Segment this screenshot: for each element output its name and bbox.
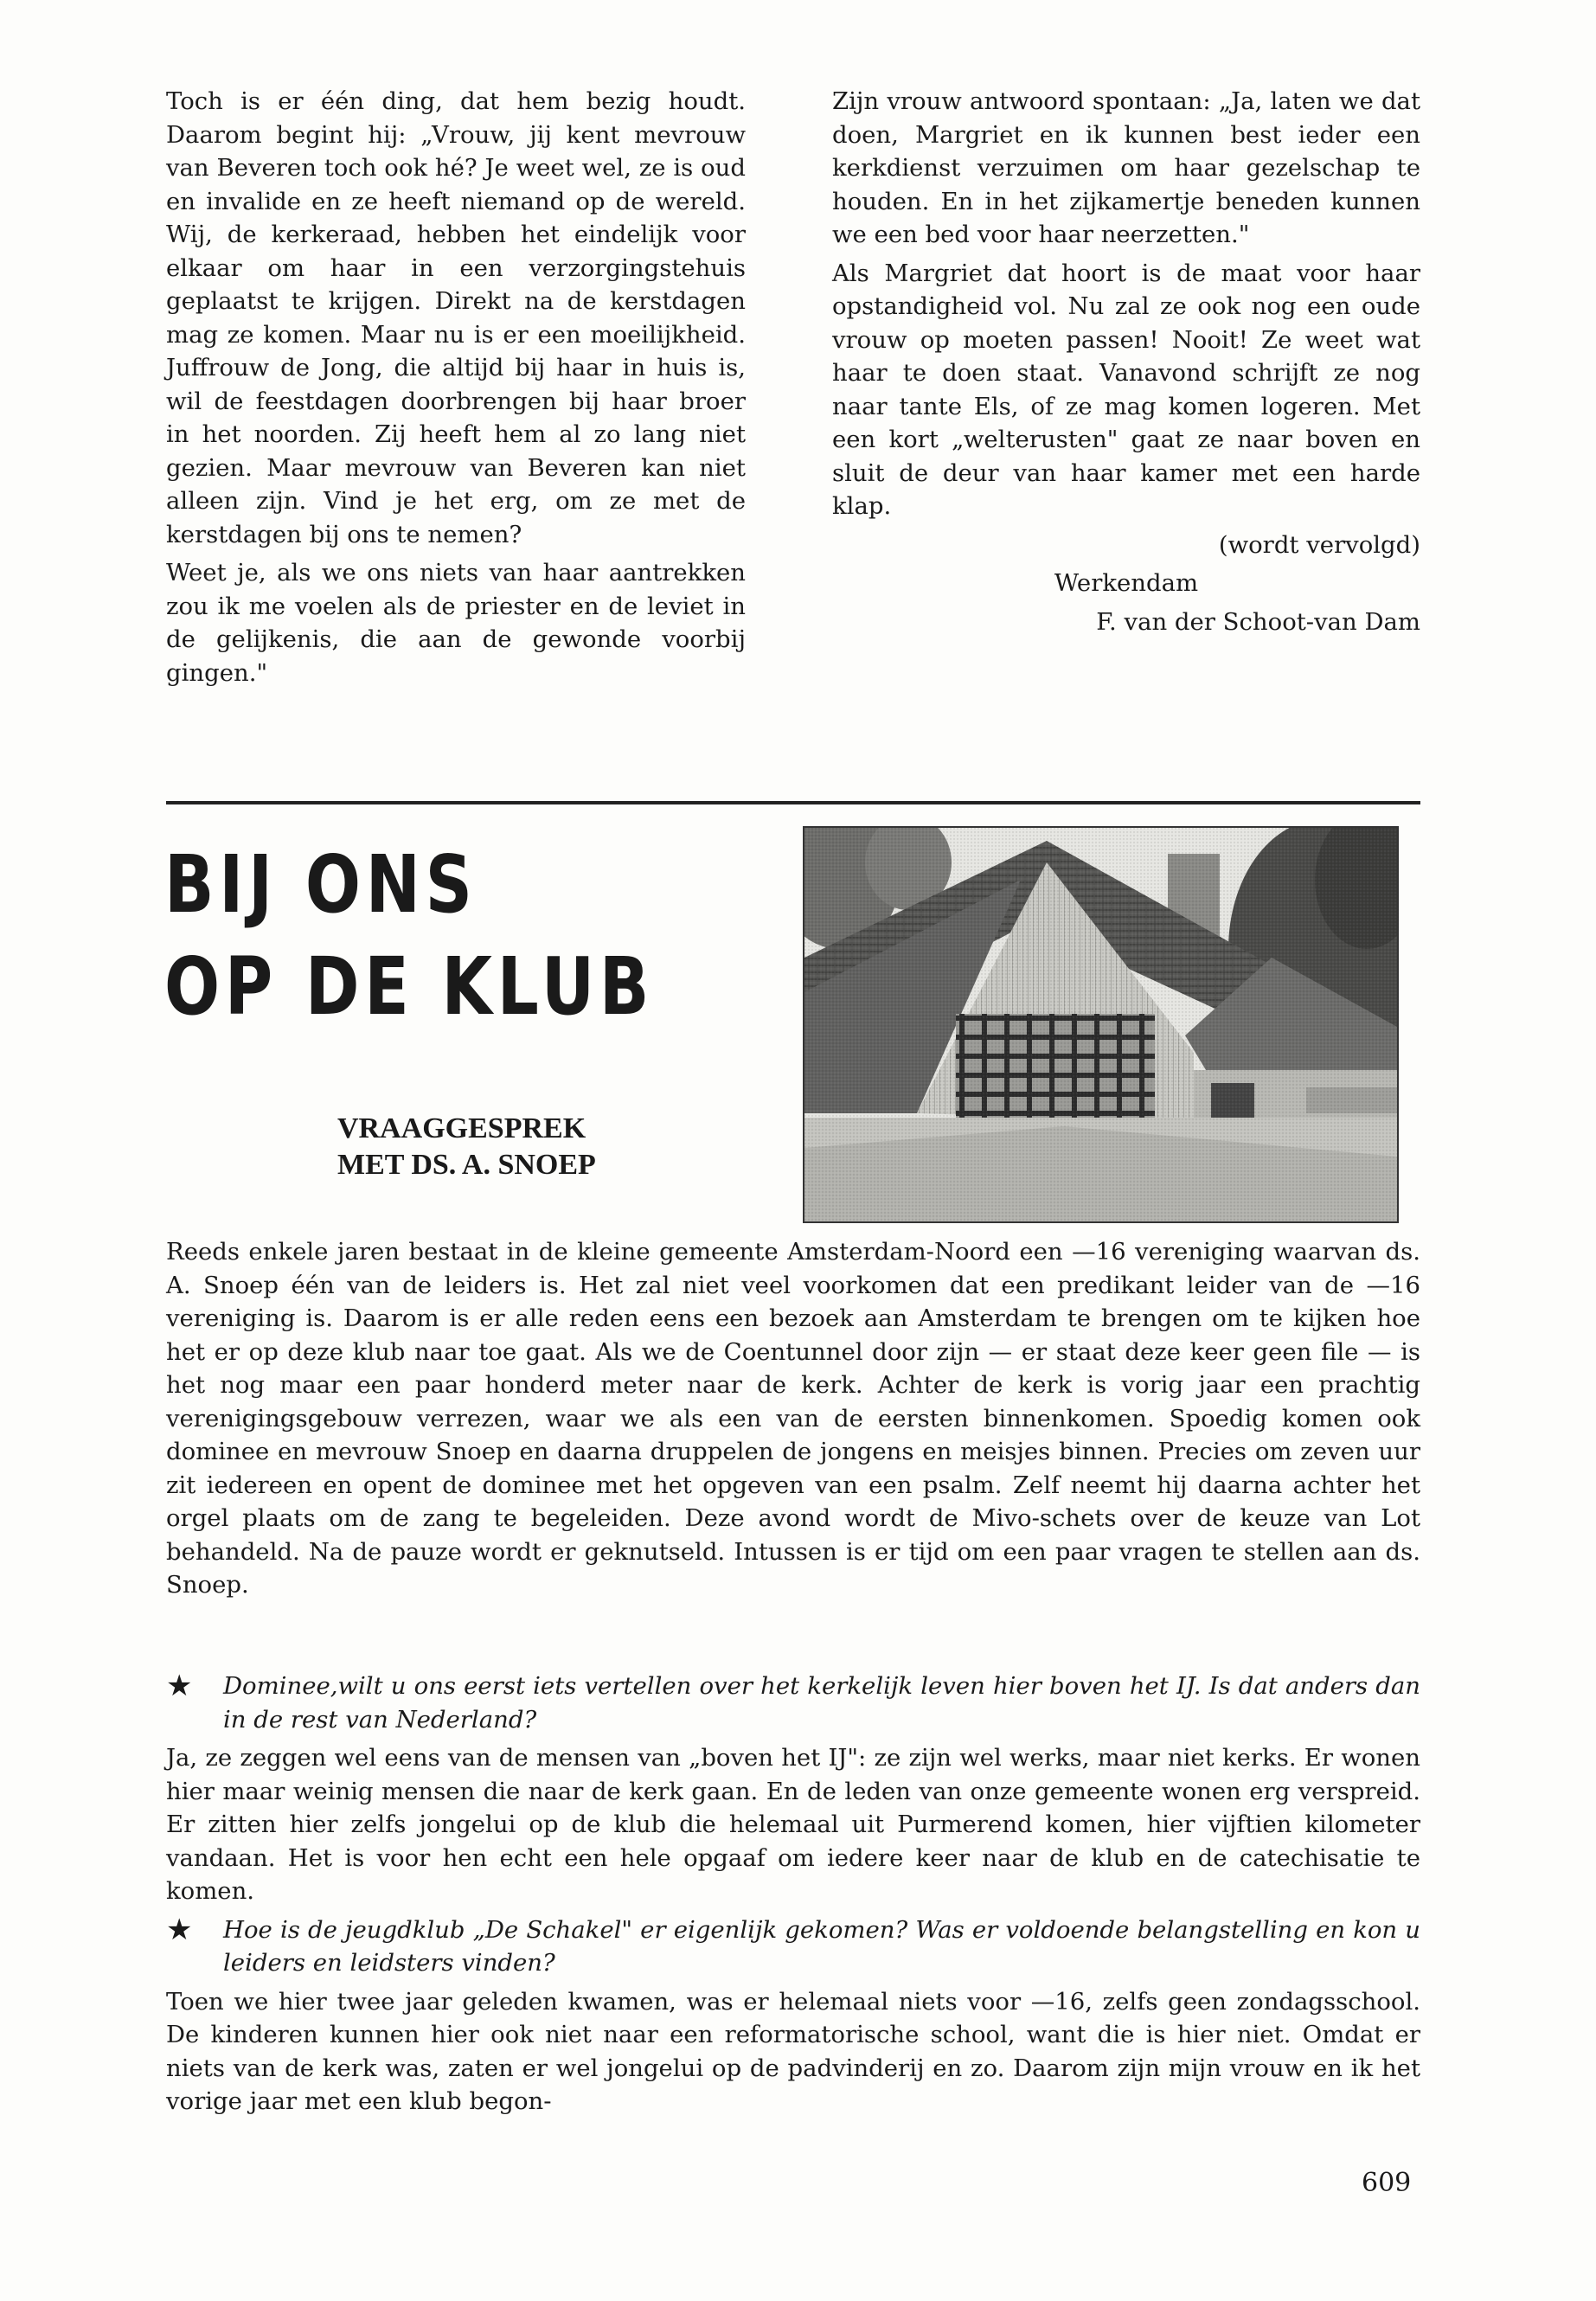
right-column (832, 85, 1420, 644)
headline-line: BIJ ONS (164, 838, 478, 931)
star-icon: ★ (166, 1669, 193, 1703)
page-number: 609 (1362, 2168, 1412, 2198)
church-building-photo (803, 826, 1399, 1223)
church-building-illustration (804, 828, 1397, 1221)
paragraph: Weet je, als we ons niets van haar aantrekken zou ik me voelen als de priester en de leviet in de gelijkenis, die aan de gewonde voorbij gingen." (166, 559, 746, 687)
question-text: Hoe is de jeugdklub „De Schakel" er eigenlijk gekomen? Was er voldoende belangstelling en kon u leiders en leidsters vinden? (223, 1915, 1420, 1977)
continued-note: (wordt vervolgd) (1218, 530, 1420, 559)
headline-line: OP DE KLUB (164, 940, 655, 1033)
paragraph: Reeds enkele jaren bestaat in de kleine gemeente Amsterdam-Noord een —16 vereniging waarvan ds. A. Snoep één van de leiders is. Het zal niet veel voorkomen dat een predikant leider van de —16 vereniging is. Daarom is er alle reden eens een bezoek aan Amsterdam te brengen om te kijken hoe het er op deze klub naar toe gaat. Als we de Coentunnel door zijn — er staat deze keer geen file — is het nog maar een paar honderd meter naar de kerk. Achter de kerk is vorig jaar een prachtig verenigingsgebouw verrezen, waar we als een van de eersten binnenkomen. Spoedig komen ook dominee en mevrouw Snoep en daarna druppelen de jongens en meisjes binnen. Precies om zeven uur zit iedereen en opent de dominee met het opgeven van een psalm. Zelf neemt hij daarna achter het orgel plaats om de zang te begeleiden. Deze avond wordt de Mivo-schets over de keuze van Lot behandeld. Na de pauze wordt er geknutseld. Intussen is er tijd om een paar vragen te stellen aan ds. Snoep. (166, 1238, 1420, 1599)
section-divider (166, 801, 1420, 804)
subhead-line: MET DS. A. SNOEP (337, 1149, 596, 1181)
question-text: Dominee,wilt u ons eerst iets vertellen over het kerkelijk leven hier boven het IJ. Is dat anders dan in de rest van Nederland? (223, 1672, 1420, 1734)
place-name: Werkendam (1054, 569, 1199, 597)
paragraph: Zijn vrouw antwoord spontaan: „Ja, laten we dat doen, Margriet en ik kunnen best ieder een kerkdienst verzuimen om haar gezelschap te houden. En in het zijkamertje beneden kunnen we een bed voor haar neerzetten." (832, 87, 1420, 248)
subhead-line: VRAAGGESPREK (337, 1112, 586, 1144)
interview-question (166, 1670, 1420, 1736)
interview-question (166, 1913, 1420, 1980)
article-subhead (337, 1111, 787, 1183)
interview (166, 1670, 1420, 2124)
interview-answer: Toen we hier twee jaar geleden kwamen, was er helemaal niets voor —16, zelfs geen zondagsschool. De kinderen kunnen hier ook niet naar een reformatorische school, want die is hier niet. Omdat er niets van de kerk was, zaten er wel jongelui op de padvinderij en zo. Daarom zijn mijn vrouw en ik het vorige jaar met een klub begon- (166, 1987, 1420, 2115)
article-intro (166, 1235, 1420, 1607)
paragraph: Als Margriet dat hoort is de maat voor haar opstandigheid vol. Nu zal ze ook nog een oude vrouw op moeten passen! Nooit! Ze weet wat haar te doen staat. Vanavond schrijft ze nog naar tante Els, of ze mag komen logeren. Met een kort „welterusten" gaat ze naar boven en sluit de deur van haar kamer met een harde klap. (832, 259, 1420, 520)
author-name: F. van der Schoot-van Dam (1096, 607, 1420, 636)
interview-answer: Ja, ze zeggen wel eens van de mensen van „boven het IJ": ze zijn wel werks, maar niet kerks. Er wonen hier maar weinig mensen die naar de kerk gaan. En de leden van onze gemeente wonen erg verspreid. Er zitten hier zelfs jongelui op de klub die helemaal uit Purmerend komen, hier vijftien kilometer vandaan. Het is voor hen echt een hele opgaaf om iedere keer naar de klub en de catechisatie te komen. (166, 1744, 1420, 1905)
star-icon: ★ (166, 1912, 193, 1947)
paragraph: Toch is er één ding, dat hem bezig houdt. Daarom begint hij: „Vrouw, jij kent mevrouw van Beveren toch ook hé? Je weet wel, ze is oud en invalide en ze heeft niemand op de wereld. Wij, de kerkeraad, hebben het eindelijk voor elkaar om haar in een verzorgingstehuis geplaatst te krijgen. Direkt na de kerstdagen mag ze komen. Maar nu is er een moeilijkheid. Juffrouw de Jong, die altijd bij haar in huis is, wil de feestdagen doorbrengen bij haar broer in het noorden. Zij heeft hem al zo lang niet gezien. Maar mevrouw van Beveren kan niet alleen zijn. Vind je het erg, om ze met de kerstdagen bij ons te nemen? (166, 87, 746, 548)
article-headline (164, 834, 675, 1038)
left-column (166, 85, 746, 695)
